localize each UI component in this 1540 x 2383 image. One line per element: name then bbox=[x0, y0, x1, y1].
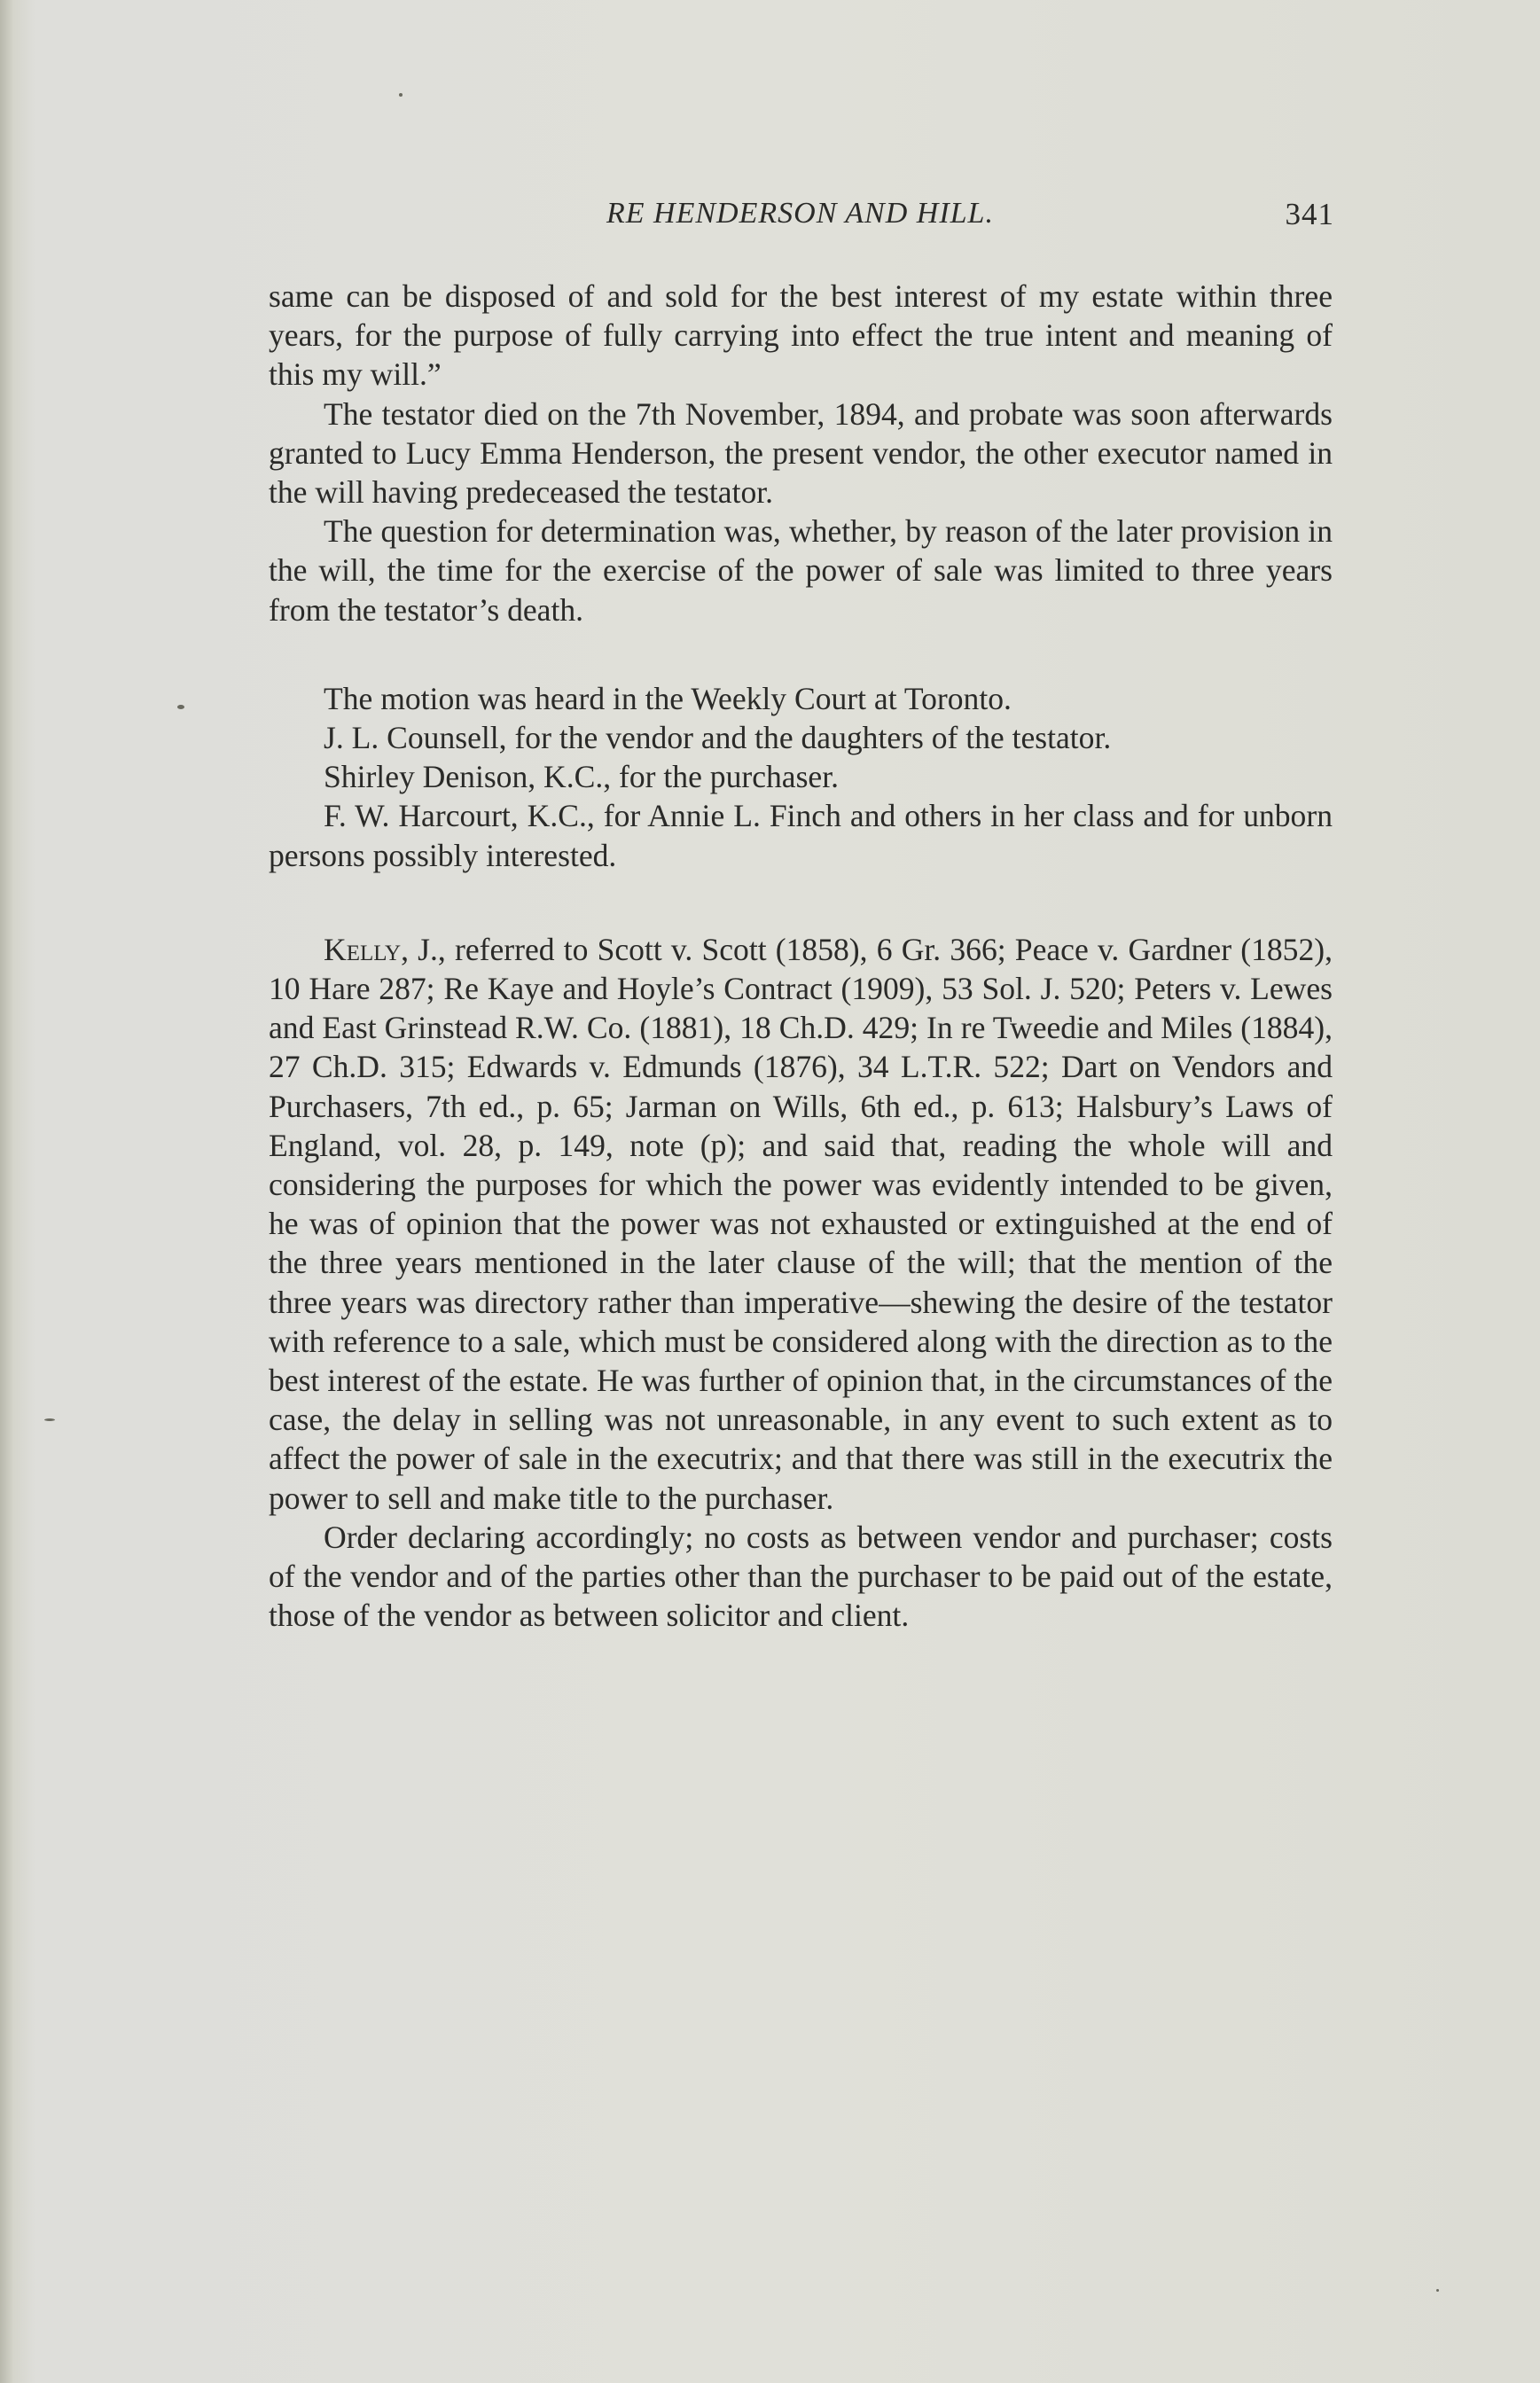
body-text bbox=[269, 277, 1333, 1636]
paragraph-judgment bbox=[269, 930, 1333, 1518]
page-number: 341 bbox=[1285, 197, 1334, 231]
paper-speck bbox=[399, 93, 403, 97]
paragraph-continuation: same can be disposed of and sold for the best interest of my estate within three years, for the purpose of fully carrying into effect the true intent and meaning of this my will.” bbox=[269, 278, 1333, 393]
paragraph-counsel-purchaser: Shirley Denison, K.C., for the purchaser. bbox=[324, 759, 839, 795]
paragraph-question: The question for determination was, whether, by reason of the later provision in the will, the time for the exercise of the power of sale was limited to three years from the testator’s death. bbox=[269, 513, 1333, 628]
paragraph-counsel-vendor: J. L. Counsell, for the vendor and the daughters of the testator. bbox=[324, 720, 1112, 756]
paragraph-motion: The motion was heard in the Weekly Court at Toronto. bbox=[324, 680, 1012, 716]
paragraph-counsel-others: F. W. Harcourt, K.C., for Annie L. Finch and others in her class and for unborn persons possibly interested. bbox=[269, 798, 1333, 873]
paragraph-order: Order declaring accordingly; no costs as between vendor and purchaser; costs of the vendor and of the parties other than the purchaser to be paid out of the estate, those of the vendor as between solicitor and client. bbox=[269, 1519, 1333, 1634]
book-spine-shadow bbox=[0, 0, 12, 2383]
paragraph-testator-death: The testator died on the 7th November, 1894, and probate was soon afterwards granted to Lucy Emma Henderson, the present vendor, the other executor named in the will having predeceased the testator. bbox=[269, 395, 1333, 511]
judge-name: Kelly bbox=[324, 931, 402, 967]
paper-speck bbox=[44, 1418, 55, 1421]
paper-speck bbox=[177, 705, 184, 709]
page-header bbox=[266, 197, 1334, 241]
judgment-text: , J., referred to Scott v. Scott (1858), 6 Gr. 366; Peace v. Gardner (1852), 10 Hare 287; Re Kaye and Hoyle’s Contract (1909), 53 Sol. J. 520; Peters v. Lewes and East Grinstead R.W. Co. (1881), 18 Ch.D. 429; In re Tweedie and Miles (1884), 27 Ch.D. 315; Edwards v. Edmunds (1876), 34 L.T.R. 522; Dart on Vendors and Purchasers, 7th ed., p. 65; Jarman on Wills, 6th ed., p. 613; Halsbury’s Laws of England, vol. 28, p. 149, note (p); and said that, reading the whole will and considering the purposes for which the power was evidently intended to be given, he was of opinion that the power was not exhausted or extinguished at the end of the three years mentioned in the later clause of the will; that the mention of the three years was directory rather than imperative—shewing the desire of the testator with reference to a sale, which must be considered along with the direction as to the best interest of the estate. He was further of opinion that, in the circumstances of the case, the delay in selling was not unreasonable, in any event to such extent as to affect the power of sale in the executrix; and that there was still in the executrix the power to sell and make title to the purchaser. bbox=[269, 931, 1333, 1516]
running-head: RE HENDERSON AND HILL. bbox=[606, 197, 994, 230]
paper-speck bbox=[1436, 2289, 1439, 2292]
